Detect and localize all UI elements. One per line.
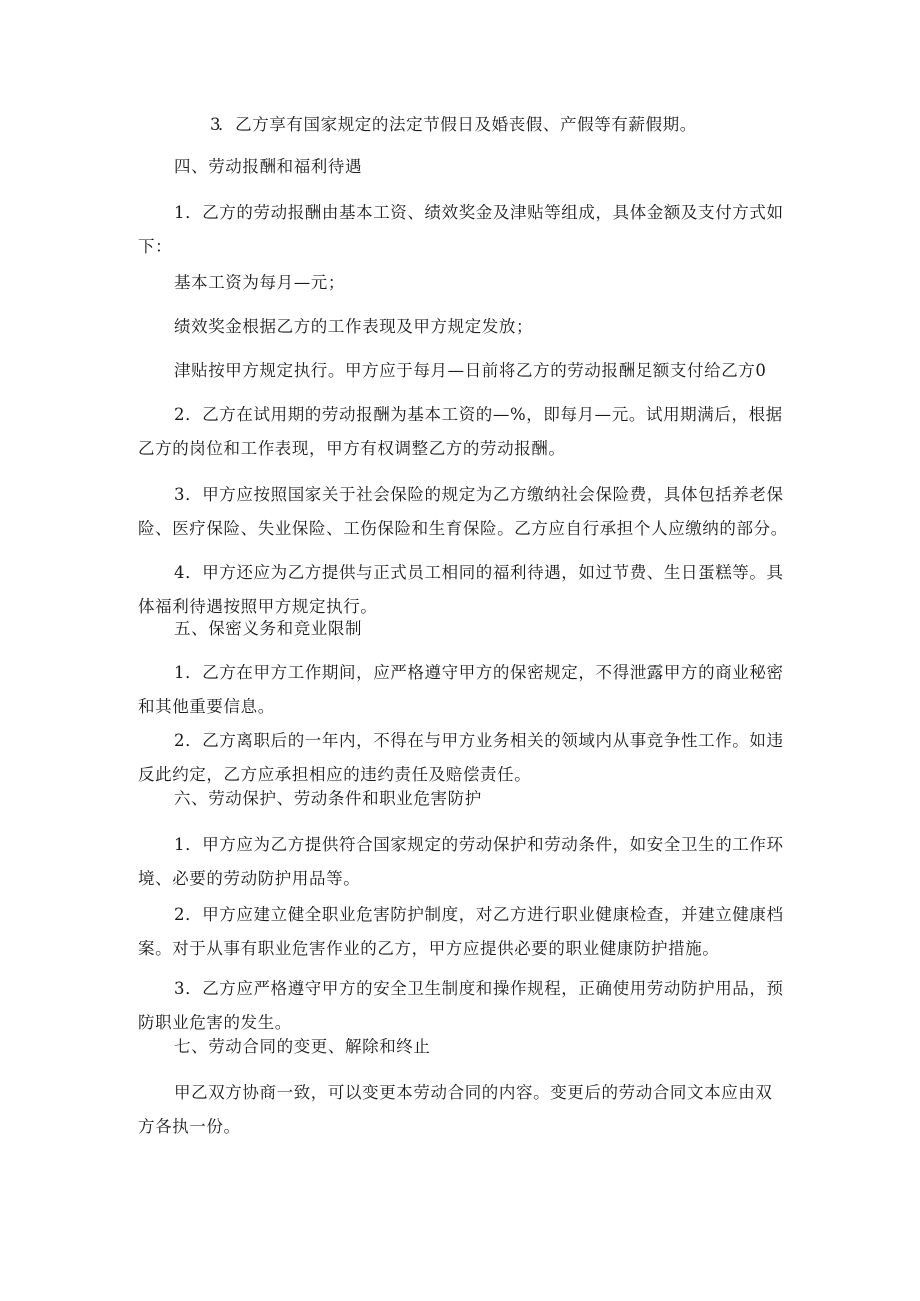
paragraph-performance-bonus: 绩效奖金根据乙方的工作表现及甲方规定发放； bbox=[174, 317, 534, 336]
paragraph-contract-change: 甲乙双方协商一致，可以变更本劳动合同的内容。变更后的劳动合同文本应由双方各执一份。 bbox=[138, 1083, 773, 1136]
section-heading-7: 七、劳动合同的变更、解除和终止 bbox=[174, 1037, 431, 1056]
paragraph-social-insurance: 3．甲方应按照国家关于社会保险的规定为乙方缴纳社会保险费，具体包括养老保险、医疗保险、失业保险、工伤保险和生育保险。乙方应自行承担个人应缴纳的部分。 bbox=[138, 485, 788, 538]
paragraph-base-salary: 基本工资为每月—元； bbox=[174, 273, 345, 292]
section-heading-6: 六、劳动保护、劳动条件和职业危害防护 bbox=[174, 789, 482, 808]
paragraph-non-compete: 2．乙方离职后的一年内，不得在与甲方业务相关的领域内从事竞争性工作。如违反此约定，乙方应承担相应的违约责任及赔偿责任。 bbox=[138, 731, 784, 784]
paragraph-number: 3 bbox=[210, 115, 222, 134]
paragraph-paid-leave bbox=[138, 108, 788, 142]
paragraph-probation-salary: 2．乙方在试用期的劳动报酬为基本工资的—%，即每月—元。试用期满后，根据乙方的岗位和工作表现，甲方有权调整乙方的劳动报酬。 bbox=[138, 405, 783, 458]
section-heading-4: 四、劳动报酬和福利待遇 bbox=[174, 157, 363, 176]
paragraph-text: ．乙方享有国家规定的法定节假日及婚丧假、产假等有薪假期。 bbox=[218, 115, 697, 134]
paragraph-allowance: 津贴按甲方规定执行。甲方应于每月—日前将乙方的劳动报酬足额支付给乙方0 bbox=[174, 361, 767, 380]
section-heading-5: 五、保密义务和竞业限制 bbox=[174, 619, 363, 638]
paragraph-labor-protection: 1．甲方应为乙方提供符合国家规定的劳动保护和劳动条件，如安全卫生的工作环境、必要的劳动防护用品等。 bbox=[138, 835, 784, 888]
paragraph-salary-composition: 1．乙方的劳动报酬由基本工资、绩效奖金及津贴等组成，具体金额及支付方式如下： bbox=[138, 203, 784, 256]
paragraph-occupational-health: 2．甲方应建立健全职业危害防护制度，对乙方进行职业健康检查，并建立健康档案。对于从事有职业危害作业的乙方，甲方应提供必要的职业健康防护措施。 bbox=[138, 905, 784, 958]
paragraph-benefits: 4．甲方还应为乙方提供与正式员工相同的福利待遇，如过节费、生日蛋糕等。具体福利待遇按照甲方规定执行。 bbox=[138, 563, 784, 616]
paragraph-confidentiality: 1．乙方在甲方工作期间，应严格遵守甲方的保密规定，不得泄露甲方的商业秘密和其他重要信息。 bbox=[138, 663, 784, 716]
paragraph-safety-rules: 3．乙方应严格遵守甲方的安全卫生制度和操作规程，正确使用劳动防护用品，预防职业危害的发生。 bbox=[138, 979, 784, 1032]
